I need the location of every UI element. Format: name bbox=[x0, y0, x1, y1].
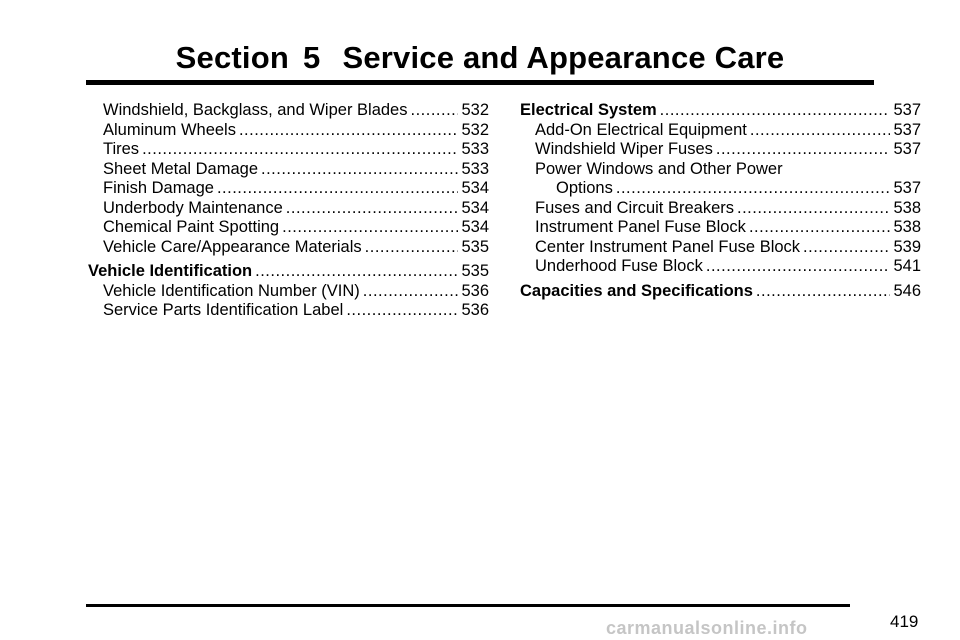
toc-entry-title: Windshield, Backglass, and Wiper Blades bbox=[103, 101, 408, 119]
toc-leader bbox=[616, 179, 891, 199]
toc-entry[interactable] bbox=[88, 301, 489, 321]
watermark-text: carmanualsonline.info bbox=[606, 618, 808, 638]
toc-entry-wrapped-line[interactable] bbox=[520, 160, 921, 180]
toc-entry[interactable] bbox=[88, 121, 489, 141]
toc-entry[interactable] bbox=[520, 218, 921, 238]
toc-leader bbox=[255, 262, 458, 282]
toc-entry[interactable] bbox=[520, 121, 921, 141]
page-number: 419 bbox=[890, 612, 919, 631]
section-title: Service and Appearance Care bbox=[342, 40, 785, 75]
toc-entry-page: 537 bbox=[893, 140, 921, 158]
toc-leader bbox=[217, 179, 459, 199]
toc-leader bbox=[365, 238, 459, 258]
toc-heading-title: Electrical System bbox=[520, 101, 657, 119]
toc-entry-page: 535 bbox=[461, 237, 489, 256]
toc-heading-entry[interactable] bbox=[520, 101, 921, 121]
toc-entry-title-continued: Options bbox=[556, 179, 613, 197]
toc-entry-page: 532 bbox=[461, 120, 489, 139]
toc-entry-title: Underhood Fuse Block bbox=[535, 257, 703, 275]
toc-column-left bbox=[88, 101, 489, 321]
toc-leader bbox=[261, 160, 458, 180]
toc-entry-title: Tires bbox=[103, 140, 140, 158]
toc-leader bbox=[346, 301, 458, 321]
toc-entry-title: Instrument Panel Fuse Block bbox=[535, 218, 746, 236]
toc-entry-page: 532 bbox=[461, 101, 489, 119]
toc-entry-title: Center Instrument Panel Fuse Block bbox=[535, 237, 801, 256]
toc-entry-title: Finish Damage bbox=[103, 179, 214, 197]
toc-heading-entry[interactable] bbox=[88, 262, 489, 282]
toc-entry[interactable] bbox=[88, 160, 489, 180]
toc-entry-title: Sheet Metal Damage bbox=[103, 159, 259, 178]
toc-entry-page: 534 bbox=[461, 179, 489, 197]
toc-leader bbox=[286, 199, 459, 219]
toc-entry-title: Windshield Wiper Fuses bbox=[535, 140, 713, 158]
toc-entry-page: 541 bbox=[893, 257, 921, 275]
toc-leader bbox=[749, 218, 891, 238]
toc-entry-page: 536 bbox=[461, 301, 489, 319]
toc-heading-title: Vehicle Identification bbox=[88, 262, 253, 280]
toc-heading-title: Capacities and Specifications bbox=[520, 281, 753, 300]
toc-entry[interactable] bbox=[520, 257, 921, 277]
toc-leader bbox=[239, 121, 459, 141]
toc-entry-page: 533 bbox=[461, 140, 489, 158]
toc-entry-page: 538 bbox=[893, 198, 921, 217]
toc-entry[interactable] bbox=[88, 101, 489, 121]
toc-entry-page: 539 bbox=[893, 237, 921, 256]
header-divider bbox=[86, 80, 874, 85]
toc-entry-page: 546 bbox=[893, 281, 921, 300]
toc-entry[interactable] bbox=[88, 140, 489, 160]
toc-heading-entry[interactable] bbox=[520, 282, 921, 302]
toc-entry-title: Vehicle Identification Number (VIN) bbox=[103, 281, 360, 300]
toc-leader bbox=[282, 218, 458, 238]
toc-entry-title: Vehicle Care/Appearance Materials bbox=[103, 237, 362, 256]
toc-entry-page: 533 bbox=[461, 159, 489, 178]
toc-entry[interactable] bbox=[88, 179, 489, 199]
toc-leader bbox=[660, 101, 891, 121]
toc-entry-title: Fuses and Circuit Breakers bbox=[535, 198, 734, 217]
toc-entry-page: 534 bbox=[461, 198, 489, 217]
footer-divider bbox=[86, 604, 850, 607]
toc-entry[interactable] bbox=[520, 140, 921, 160]
toc-leader bbox=[363, 282, 459, 302]
toc-leader bbox=[410, 101, 458, 121]
toc-column-right bbox=[520, 101, 921, 301]
toc-entry[interactable] bbox=[88, 218, 489, 238]
toc-leader bbox=[716, 140, 891, 160]
toc-entry-page: 537 bbox=[893, 179, 921, 197]
toc-entry[interactable] bbox=[88, 282, 489, 302]
toc-entry-page: 538 bbox=[893, 218, 921, 236]
toc-entry-page: 534 bbox=[461, 218, 489, 236]
toc-leader bbox=[142, 140, 458, 160]
toc-leader bbox=[756, 282, 891, 302]
toc-entry-page: 537 bbox=[893, 101, 921, 119]
section-number: 5 bbox=[303, 40, 321, 75]
toc-entry-title: Aluminum Wheels bbox=[103, 120, 236, 139]
toc-entry-page: 536 bbox=[461, 281, 489, 300]
toc-entry[interactable] bbox=[88, 199, 489, 219]
toc-leader bbox=[737, 199, 890, 219]
page-title bbox=[0, 38, 960, 78]
toc-entry[interactable] bbox=[520, 199, 921, 219]
toc-entry[interactable] bbox=[520, 179, 921, 199]
toc-entry[interactable] bbox=[520, 238, 921, 258]
section-label: Section bbox=[175, 40, 289, 75]
toc-entry-title: Add-On Electrical Equipment bbox=[535, 120, 747, 139]
toc-entry-page: 537 bbox=[893, 120, 921, 139]
toc-entry[interactable] bbox=[88, 238, 489, 258]
toc-entry-title: Chemical Paint Spotting bbox=[103, 218, 280, 236]
toc-entry-title: Underbody Maintenance bbox=[103, 198, 283, 217]
toc-entry-page: 535 bbox=[461, 262, 489, 280]
toc-entry-title: Service Parts Identification Label bbox=[103, 301, 344, 319]
toc-entry-title: Power Windows and Other Power bbox=[535, 159, 783, 178]
toc-leader bbox=[803, 238, 890, 258]
toc-leader bbox=[706, 257, 891, 277]
toc-leader bbox=[750, 121, 891, 141]
